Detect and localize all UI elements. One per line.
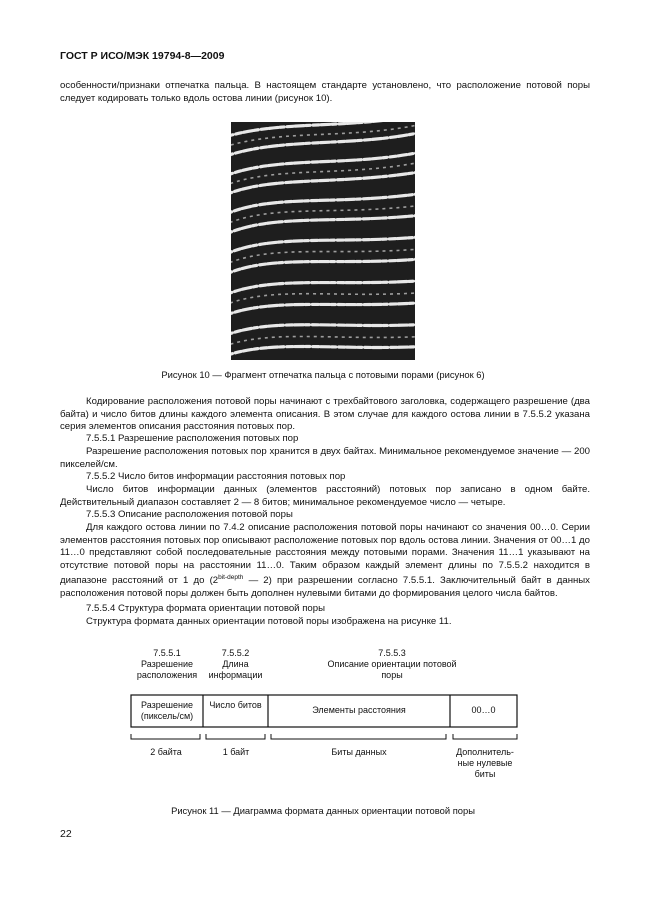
heading-7-5-5-3: 7.5.5.3 Описание расположения потовой поры [86, 509, 293, 520]
bottom-label-padding-bits: Дополнитель-ные нулевые биты [456, 747, 514, 779]
cell-resolution: Разрешение (пиксель/см) [140, 700, 194, 721]
label-7-5-5-2-text: Длина информации [208, 659, 263, 680]
label-7-5-5-2 [203, 648, 268, 681]
heading-7-5-5-4: 7.5.5.4 Структура формата ориентации потовой поры [86, 603, 325, 614]
paragraph-encoding: Кодирование расположения потовой поры начинают с трехбайтового заголовка, содержащего разрешение (два байта) и число битов длины каждого элемента описания. В этом случае для каждого остова линии в 7.5.5.2 указана серия элементов описания расстояния потовых пор. [60, 396, 590, 433]
page-number: 22 [60, 828, 72, 840]
paragraph-pore-description-a: Для каждого остова линии по 7.4.2 описание расположения потовой поры начинают со значения 00…0. Серии элементов расстояния потовых пор описывают расположение потовых пор вдоль остова линии. Значения от 00…1 до 11…0 представляют собой последовательные расстояния между потовыми порами. Значения 11…1 указывают на отсутствие потовой поры на расстоянии 11…0. Таким образом каждый элемент длины по 7.5.5.2 находится в диапазоне расстояний от 1 до (2 [60, 522, 590, 587]
bracket-data-bits [271, 734, 446, 739]
label-7-5-5-2-num: 7.5.5.2 [221, 648, 250, 658]
bottom-label-2-bytes: 2 байта [150, 747, 182, 757]
paragraph-pore-description-b: — 2) при разрешении согласно 7.5.5.1. Заключительный байт в данных расположения потовой поры должен быть дополнен нулевыми битами до формирования целого числа байтов. [60, 575, 590, 600]
figure11-caption: Рисунок 11 — Диаграмма формата данных ориентации потовой поры [171, 805, 475, 816]
bracket-padding-bits [453, 734, 517, 739]
label-7-5-5-3-text: Описание ориентации потовой поры [327, 659, 457, 680]
bracket-2-bytes [131, 734, 200, 739]
bracket-1-byte [206, 734, 265, 739]
cell-distance-elements: Элементы расстояния [312, 705, 406, 715]
brackets [131, 734, 517, 739]
paragraph-structure: Структура формата данных ориентации потовой поры изображена на рисунке 11. [86, 616, 452, 627]
intro-paragraph: особенности/признаки отпечатка пальца. В настоящем стандарте установлено, что расположение потовой поры следует кодировать только вдоль остова линии (рисунок 10). [60, 80, 590, 104]
page-header: ГОСТ Р ИСО/МЭК 19794-8—2009 [60, 50, 225, 62]
label-7-5-5-1-text: Разрешение расположения [136, 659, 198, 680]
label-7-5-5-3-num: 7.5.5.3 [378, 648, 406, 658]
cell-bit-count: Число битов [209, 700, 262, 710]
bottom-label-data-bits: Биты данных [331, 747, 387, 757]
label-7-5-5-1-num: 7.5.5.1 [153, 648, 181, 658]
heading-7-5-5-1: 7.5.5.1 Разрешение расположения потовых пор [86, 433, 299, 444]
heading-7-5-5-2: 7.5.5.2 Число битов информации расстояния потовых пор [86, 471, 346, 482]
paragraph-resolution: Разрешение расположения потовых пор хранится в двух байтах. Минимальное рекомендуемое значение — 200 пикселей/см. [60, 446, 590, 470]
cell-terminator: 00…0 [471, 705, 496, 715]
bottom-label-1-byte: 1 байт [222, 747, 250, 757]
label-7-5-5-3 [316, 648, 468, 681]
paragraph-bit-count: Число битов информации данных (элементов расстояний) потовых пор записано в одном байте. Действительный диапазон составляет 2 — 8 битов; минимальное рекомендуемое число — четыре. [60, 484, 590, 508]
label-7-5-5-1 [131, 648, 203, 681]
bit-depth-superscript: bit-depth [218, 574, 244, 582]
figure10-caption: Рисунок 10 — Фрагмент отпечатка пальца с потовыми порами (рисунок 6) [161, 369, 485, 380]
